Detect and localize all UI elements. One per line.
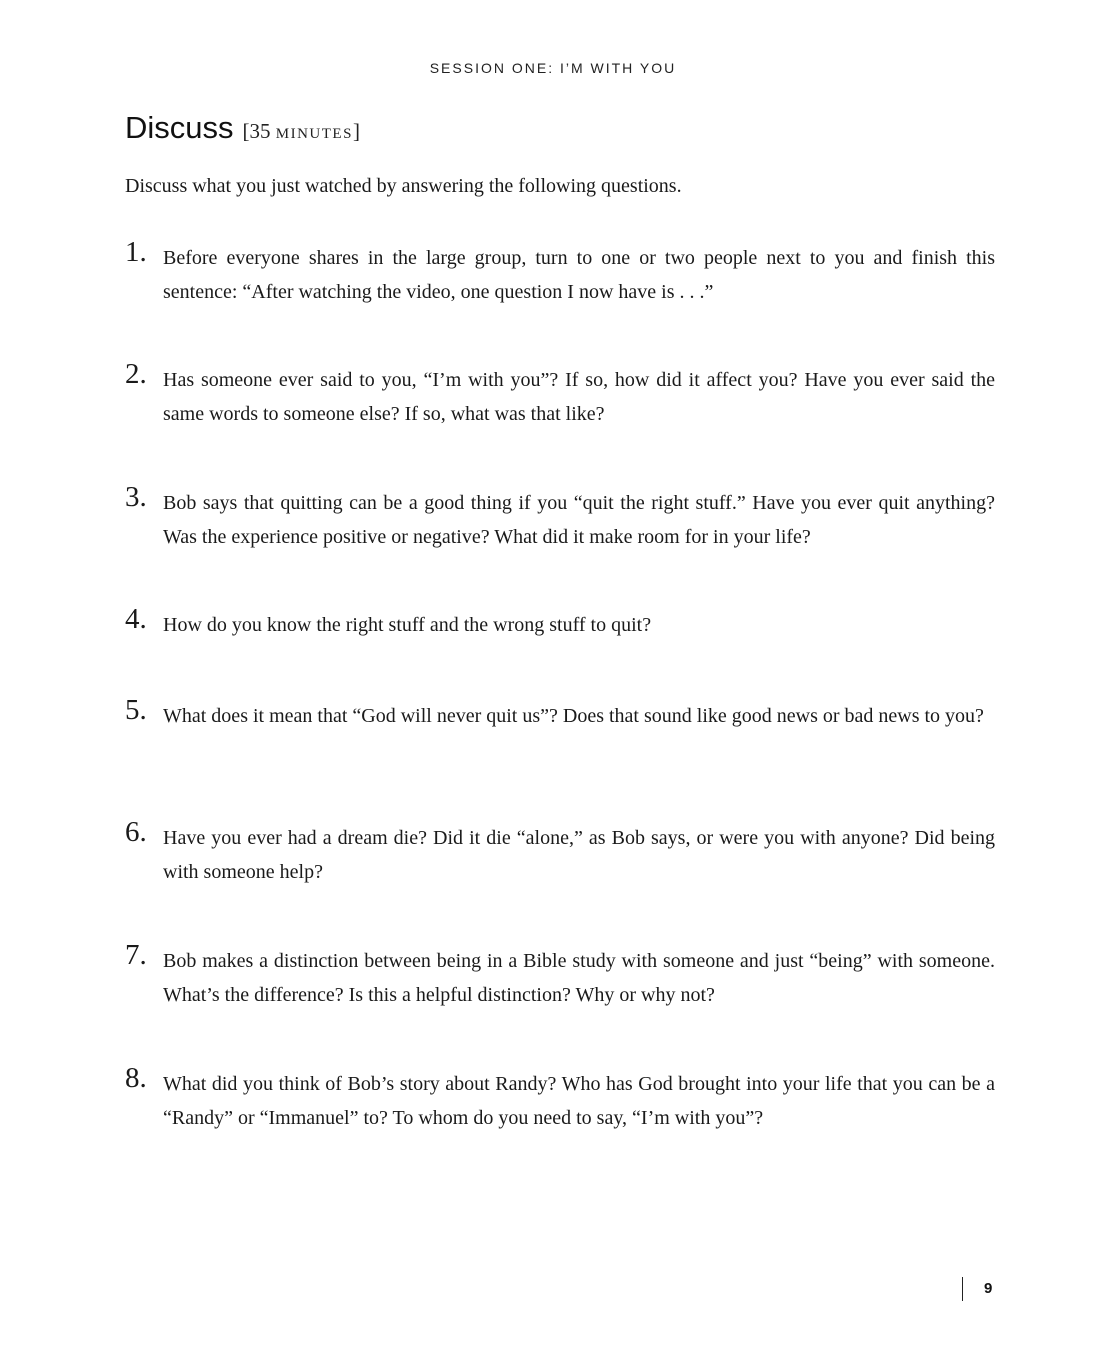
question-number: 5.: [125, 694, 147, 726]
question-item: [125, 816, 995, 889]
section-heading: [125, 110, 360, 146]
question-item: [125, 358, 995, 431]
section-title: Discuss: [125, 110, 234, 145]
question-item: [125, 481, 995, 554]
question-text: How do you know the right stuff and the wrong stuff to quit?: [163, 614, 652, 636]
question-item: [125, 236, 995, 309]
question-text: Before everyone shares in the large group, turn to one or two people next to you and finish this sentence: “After watching the video, one question I now have is . . .”: [163, 247, 995, 303]
running-head: SESSION ONE: I’M WITH YOU: [429, 60, 677, 76]
question-item: [125, 603, 995, 643]
intro-text: Discuss what you just watched by answering the following questions.: [125, 175, 682, 197]
page-number: 9: [962, 1277, 992, 1301]
section-duration: [243, 119, 360, 144]
question-text: Bob says that quitting can be a good thing if you “quit the right stuff.” Have you ever quit anything? Was the experience positive or negative? What did it make room for in your life?: [163, 492, 995, 548]
question-number: 3.: [125, 481, 147, 513]
question-text: Has someone ever said to you, “I’m with you”? If so, how did it affect you? Have you ever said the same words to someone else? If so, what was that like?: [163, 369, 995, 425]
question-text: Bob makes a distinction between being in a Bible study with someone and just “being” with someone. What’s the difference? Is this a helpful distinction? Why or why not?: [163, 950, 995, 1006]
question-text: Have you ever had a dream die? Did it die “alone,” as Bob says, or were you with anyone? Did being with someone help?: [163, 827, 995, 883]
question-item: [125, 939, 995, 1012]
question-number: 6.: [125, 816, 147, 848]
question-number: 1.: [125, 236, 147, 268]
duration-close-bracket: ]: [352, 119, 360, 143]
duration-open-bracket: [: [242, 119, 250, 143]
question-number: 4.: [125, 603, 147, 635]
question-text: What does it mean that “God will never quit us”? Does that sound like good news or bad news to you?: [163, 705, 984, 727]
question-text: What did you think of Bob’s story about Randy? Who has God brought into your life that you can be a “Randy” or “Immanuel” to? To whom do you need to say, “I’m with you”?: [163, 1073, 995, 1129]
question-item: [125, 1062, 995, 1135]
duration-unit: minutes: [275, 119, 353, 143]
question-number: 8.: [125, 1062, 147, 1094]
duration-number: 35: [249, 119, 271, 143]
question-number: 2.: [125, 358, 147, 390]
question-number: 7.: [125, 939, 147, 971]
question-item: [125, 694, 995, 734]
